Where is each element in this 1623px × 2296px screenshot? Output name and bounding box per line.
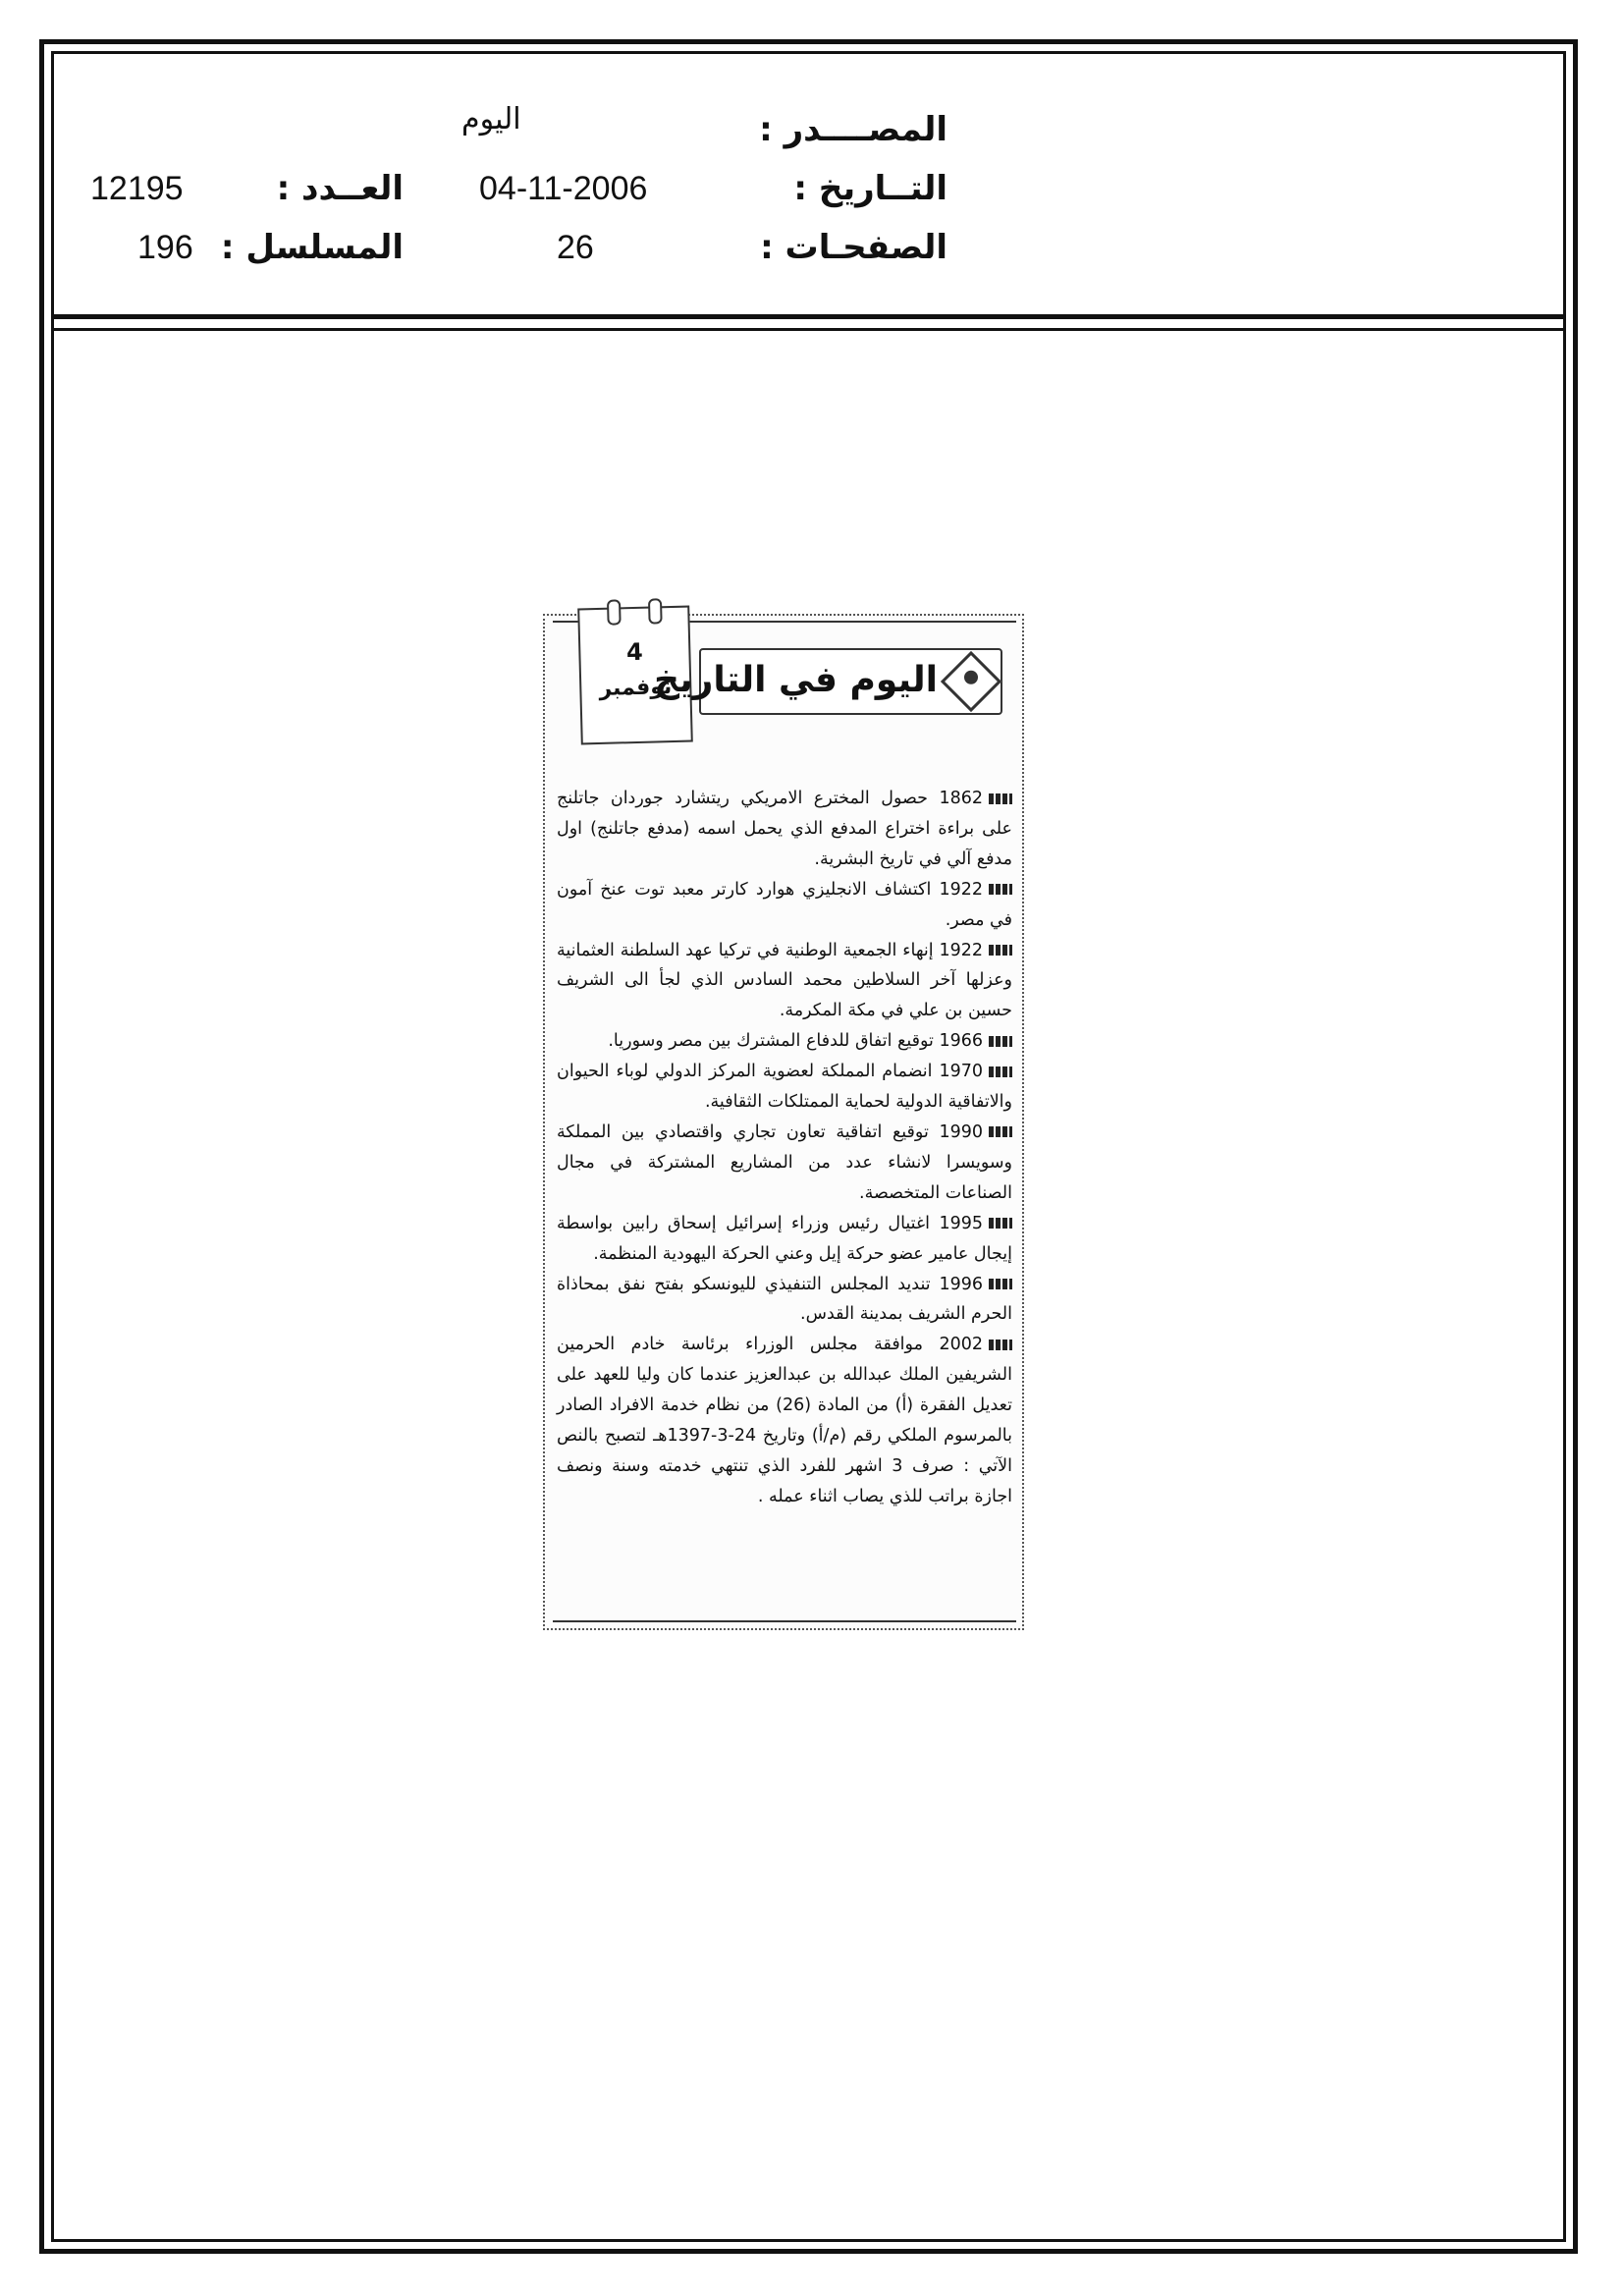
entry-text: 1862 حصول المخترع الامريكي ريتشارد جوردان جاتلنج على براءة اختراع المدفع الذي يحمل اسمه (مدفع جاتلنج) اول مدفع آلي في تاريخ البشرية. <box>557 789 1012 869</box>
history-entry <box>557 784 1012 875</box>
header-divider <box>51 314 1566 319</box>
entry-text: 1922 اكتشاف الانجليزي هوارد كارتر معبد توت عنخ آمون في مصر. <box>557 879 1012 930</box>
serial-value: 196 <box>137 229 193 266</box>
bullet-icon <box>989 945 1012 956</box>
entry-text: 1922 إنهاء الجمعية الوطنية في تركيا عهد السلطنة العثمانية وعزلها آخر السلاطين محمد السادس الذي لجأ الى الشريف حسين بن علي في مكة المكرمة. <box>557 940 1012 1021</box>
bullet-icon <box>989 1279 1012 1289</box>
bullet-icon <box>989 1126 1012 1137</box>
pages-value: 26 <box>557 229 594 266</box>
entry-text: 1966 توقيع اتفاق للدفاع المشترك بين مصر وسوريا. <box>608 1031 983 1052</box>
pages-label: الصفحـات : <box>760 228 947 267</box>
history-entry <box>557 1026 1012 1057</box>
issue-label: العــدد : <box>276 169 404 208</box>
date-label: التــاريخ : <box>793 169 947 208</box>
calendar-day: 4 <box>625 637 644 667</box>
diamond-icon <box>941 651 1001 712</box>
clipping-bottom-rule <box>553 1620 1016 1622</box>
entry-text: 1990 توقيع اتفاقية تعاون تجاري واقتصادي بين المملكة وسويسرا لانشاء عدد من المشاريع المشتركة في مجال الصناعات المتخصصة. <box>557 1121 1012 1203</box>
source-label: المصــــدر : <box>759 110 947 149</box>
bullet-icon <box>989 1066 1012 1077</box>
entry-text: 2002 موافقة مجلس الوزراء برئاسة خادم الحرمين الشريفين الملك عبدالله بن عبدالعزيز عندما كان وليا للعهد على تعديل الفقرة (أ) من المادة (26) من نظام خدمة الافراد الصادر بالمرسوم الملكي رقم (م/أ) وتاريخ 24-3-1397هـ لتصبح بالنص الآتي : صرف 3 اشهر للفرد الذي تنتهي خدمته وسنة ونصف اجازة براتب للذي يصاب اثناء عمله . <box>557 1335 1012 1506</box>
date-value: 04-11-2006 <box>479 170 648 207</box>
bullet-icon <box>989 1218 1012 1229</box>
calendar-month: نوفمبر <box>599 675 673 701</box>
entry-text: 1995 اغتيال رئيس وزراء إسرائيل إسحاق رابين بواسطة إيجال عامير عضو حركة إيل وعني الحركة اليهودية المنظمة. <box>557 1213 1012 1264</box>
clipping-title-box <box>654 648 1002 715</box>
history-entry <box>557 1270 1012 1331</box>
history-entry <box>557 936 1012 1027</box>
entry-text: 1970 انضمام المملكة لعضوية المركز الدولي لوباء الحيوان والاتفاقية الدولية لحماية الممتلكات الثقافية. <box>557 1062 1012 1113</box>
header-divider-inner <box>51 328 1566 331</box>
history-entry <box>557 1209 1012 1270</box>
bullet-icon <box>989 1036 1012 1047</box>
clipping-title: اليوم في التاريخ <box>654 660 938 700</box>
diamond-dot-icon <box>961 668 981 687</box>
history-entry <box>557 1330 1012 1511</box>
calendar-ring-icon <box>648 598 663 624</box>
serial-label: المسلسل : <box>220 228 404 267</box>
clipping-body <box>557 784 1012 1512</box>
entry-text: 1996 تنديد المجلس التنفيذي لليونسكو بفتح نفق بمحاذاة الحرم الشريف بمدينة القدس. <box>557 1274 1012 1325</box>
calendar-ring-icon <box>607 599 622 625</box>
bullet-icon <box>989 793 1012 804</box>
history-entry <box>557 1118 1012 1209</box>
issue-value: 12195 <box>90 170 184 207</box>
history-entry <box>557 875 1012 936</box>
history-entry <box>557 1057 1012 1118</box>
bullet-icon <box>989 1339 1012 1350</box>
source-value: اليوم <box>461 102 521 137</box>
bullet-icon <box>989 884 1012 895</box>
